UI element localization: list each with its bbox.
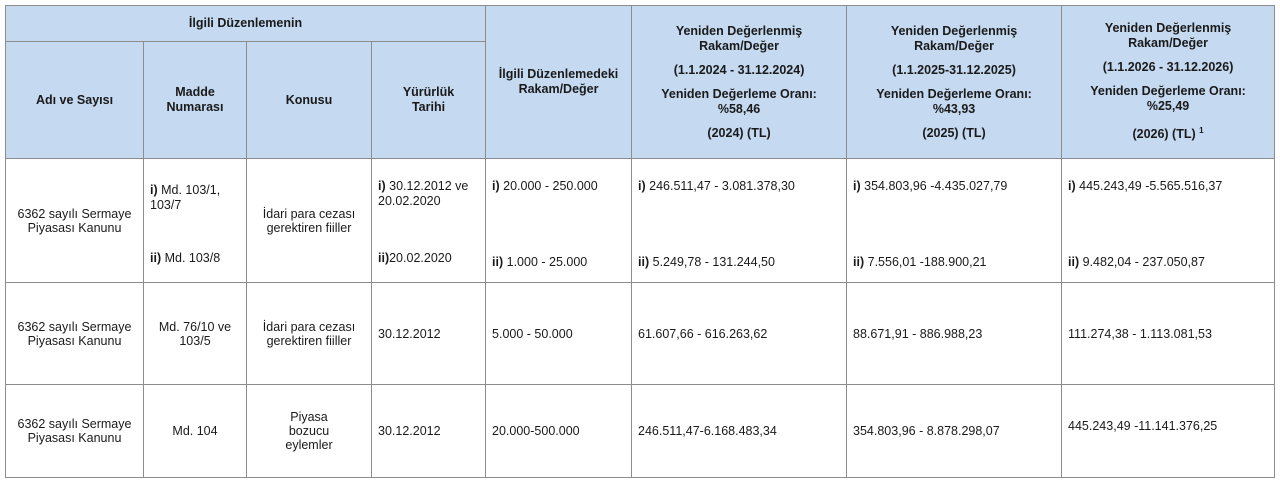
footnote-marker: 1 <box>1199 126 1204 136</box>
header-col-value: İlgili Düzenlemedeki Rakam/Değer <box>486 6 632 159</box>
cell-name: 6362 sayılı Sermaye Piyasası Kanunu <box>6 159 144 283</box>
header-col-article: Madde Numarası <box>144 42 247 159</box>
cell-value-2026: 111.274,38 - 1.113.081,53 <box>1062 283 1275 385</box>
header-col-effective: Yürürlük Tarihi <box>372 42 486 159</box>
cell-value: 20.000-500.000 <box>486 385 632 478</box>
cell-value <box>486 159 632 283</box>
part-i: i) 246.511,47 - 3.081.378,30 <box>638 179 795 193</box>
part-ii: ii) 1.000 - 25.000 <box>492 255 588 269</box>
part-ii: ii) 9.482,04 - 237.050,87 <box>1068 255 1205 269</box>
cell-effective: 30.12.2012 <box>372 385 486 478</box>
table-row <box>6 283 1275 385</box>
part-i: i) 445.243,49 -5.565.516,37 <box>1068 179 1223 193</box>
header-reval-rate: Yeniden Değerleme Oranı: %25,49 <box>1090 84 1246 114</box>
cell-value-2026: 445.243,49 -11.141.376,25 <box>1062 385 1275 478</box>
part-ii: ii) 5.249,78 - 131.244,50 <box>638 255 775 269</box>
header-row-top <box>6 6 1275 42</box>
revaluation-table <box>5 5 1275 478</box>
cell-value-2024: 246.511,47-6.168.483,34 <box>632 385 847 478</box>
cell-value-2025: 354.803,96 - 8.878.298,07 <box>847 385 1062 478</box>
header-reval-period: (1.1.2024 - 31.12.2024) <box>673 62 805 77</box>
header-col-name: Adı ve Sayısı <box>6 42 144 159</box>
header-reval-unit: (2024) (TL) <box>707 125 771 140</box>
header-reval-title: Yeniden Değerlenmiş Rakam/Değer <box>675 23 803 53</box>
cell-value-2024: 61.607,66 - 616.263,62 <box>632 283 847 385</box>
cell-value-2024 <box>632 159 847 283</box>
table-row <box>6 159 1275 283</box>
cell-article: Md. 76/10 ve 103/5 <box>144 283 247 385</box>
cell-subject: Piyasa bozucu eylemler <box>247 385 372 478</box>
part-ii: ii)20.02.2020 <box>378 251 452 265</box>
header-col-reval-2026 <box>1062 6 1275 159</box>
cell-value-2026 <box>1062 159 1275 283</box>
header-reval-rate: Yeniden Değerleme Oranı: %43,93 <box>876 86 1032 116</box>
header-reval-unit: (2026) (TL) $^1$ <box>1132 126 1204 142</box>
document-page <box>5 5 1275 478</box>
cell-name: 6362 sayılı Sermaye Piyasası Kanunu <box>6 385 144 478</box>
cell-article: Md. 104 <box>144 385 247 478</box>
header-reval-unit: (2025) (TL) <box>922 125 986 140</box>
cell-effective <box>372 159 486 283</box>
cell-value: 5.000 - 50.000 <box>486 283 632 385</box>
part-i: i) Md. 103/1, 103/7 <box>150 183 221 212</box>
part-i: i) 20.000 - 250.000 <box>492 179 598 193</box>
part-i: i) 30.12.2012 ve 20.02.2020 <box>378 179 469 208</box>
header-reval-title: Yeniden Değerlenmiş Rakam/Değer <box>1104 21 1232 51</box>
header-col-subject: Konusu <box>247 42 372 159</box>
header-reval-period: (1.1.2025-31.12.2025) <box>892 62 1016 77</box>
part-ii: ii) Md. 103/8 <box>150 251 221 265</box>
table-row <box>6 385 1275 478</box>
cell-name: 6362 sayılı Sermaye Piyasası Kanunu <box>6 283 144 385</box>
part-i: i) 354.803,96 -4.435.027,79 <box>853 179 1008 193</box>
cell-article <box>144 159 247 283</box>
header-reval-period: (1.1.2026 - 31.12.2026) <box>1102 60 1234 75</box>
cell-value-2025 <box>847 159 1062 283</box>
part-ii: ii) 7.556,01 -188.900,21 <box>853 255 987 269</box>
header-col-reval-2025 <box>847 6 1062 159</box>
header-group: İlgili Düzenlemenin <box>6 6 486 42</box>
cell-subject: İdari para cezası gerektiren fiiller <box>247 283 372 385</box>
cell-effective: 30.12.2012 <box>372 283 486 385</box>
header-reval-rate: Yeniden Değerleme Oranı: %58,46 <box>661 86 817 116</box>
header-col-reval-2024 <box>632 6 847 159</box>
cell-subject: İdari para cezası gerektiren fiiller <box>247 159 372 283</box>
cell-value-2025: 88.671,91 - 886.988,23 <box>847 283 1062 385</box>
header-reval-title: Yeniden Değerlenmiş Rakam/Değer <box>890 23 1018 53</box>
